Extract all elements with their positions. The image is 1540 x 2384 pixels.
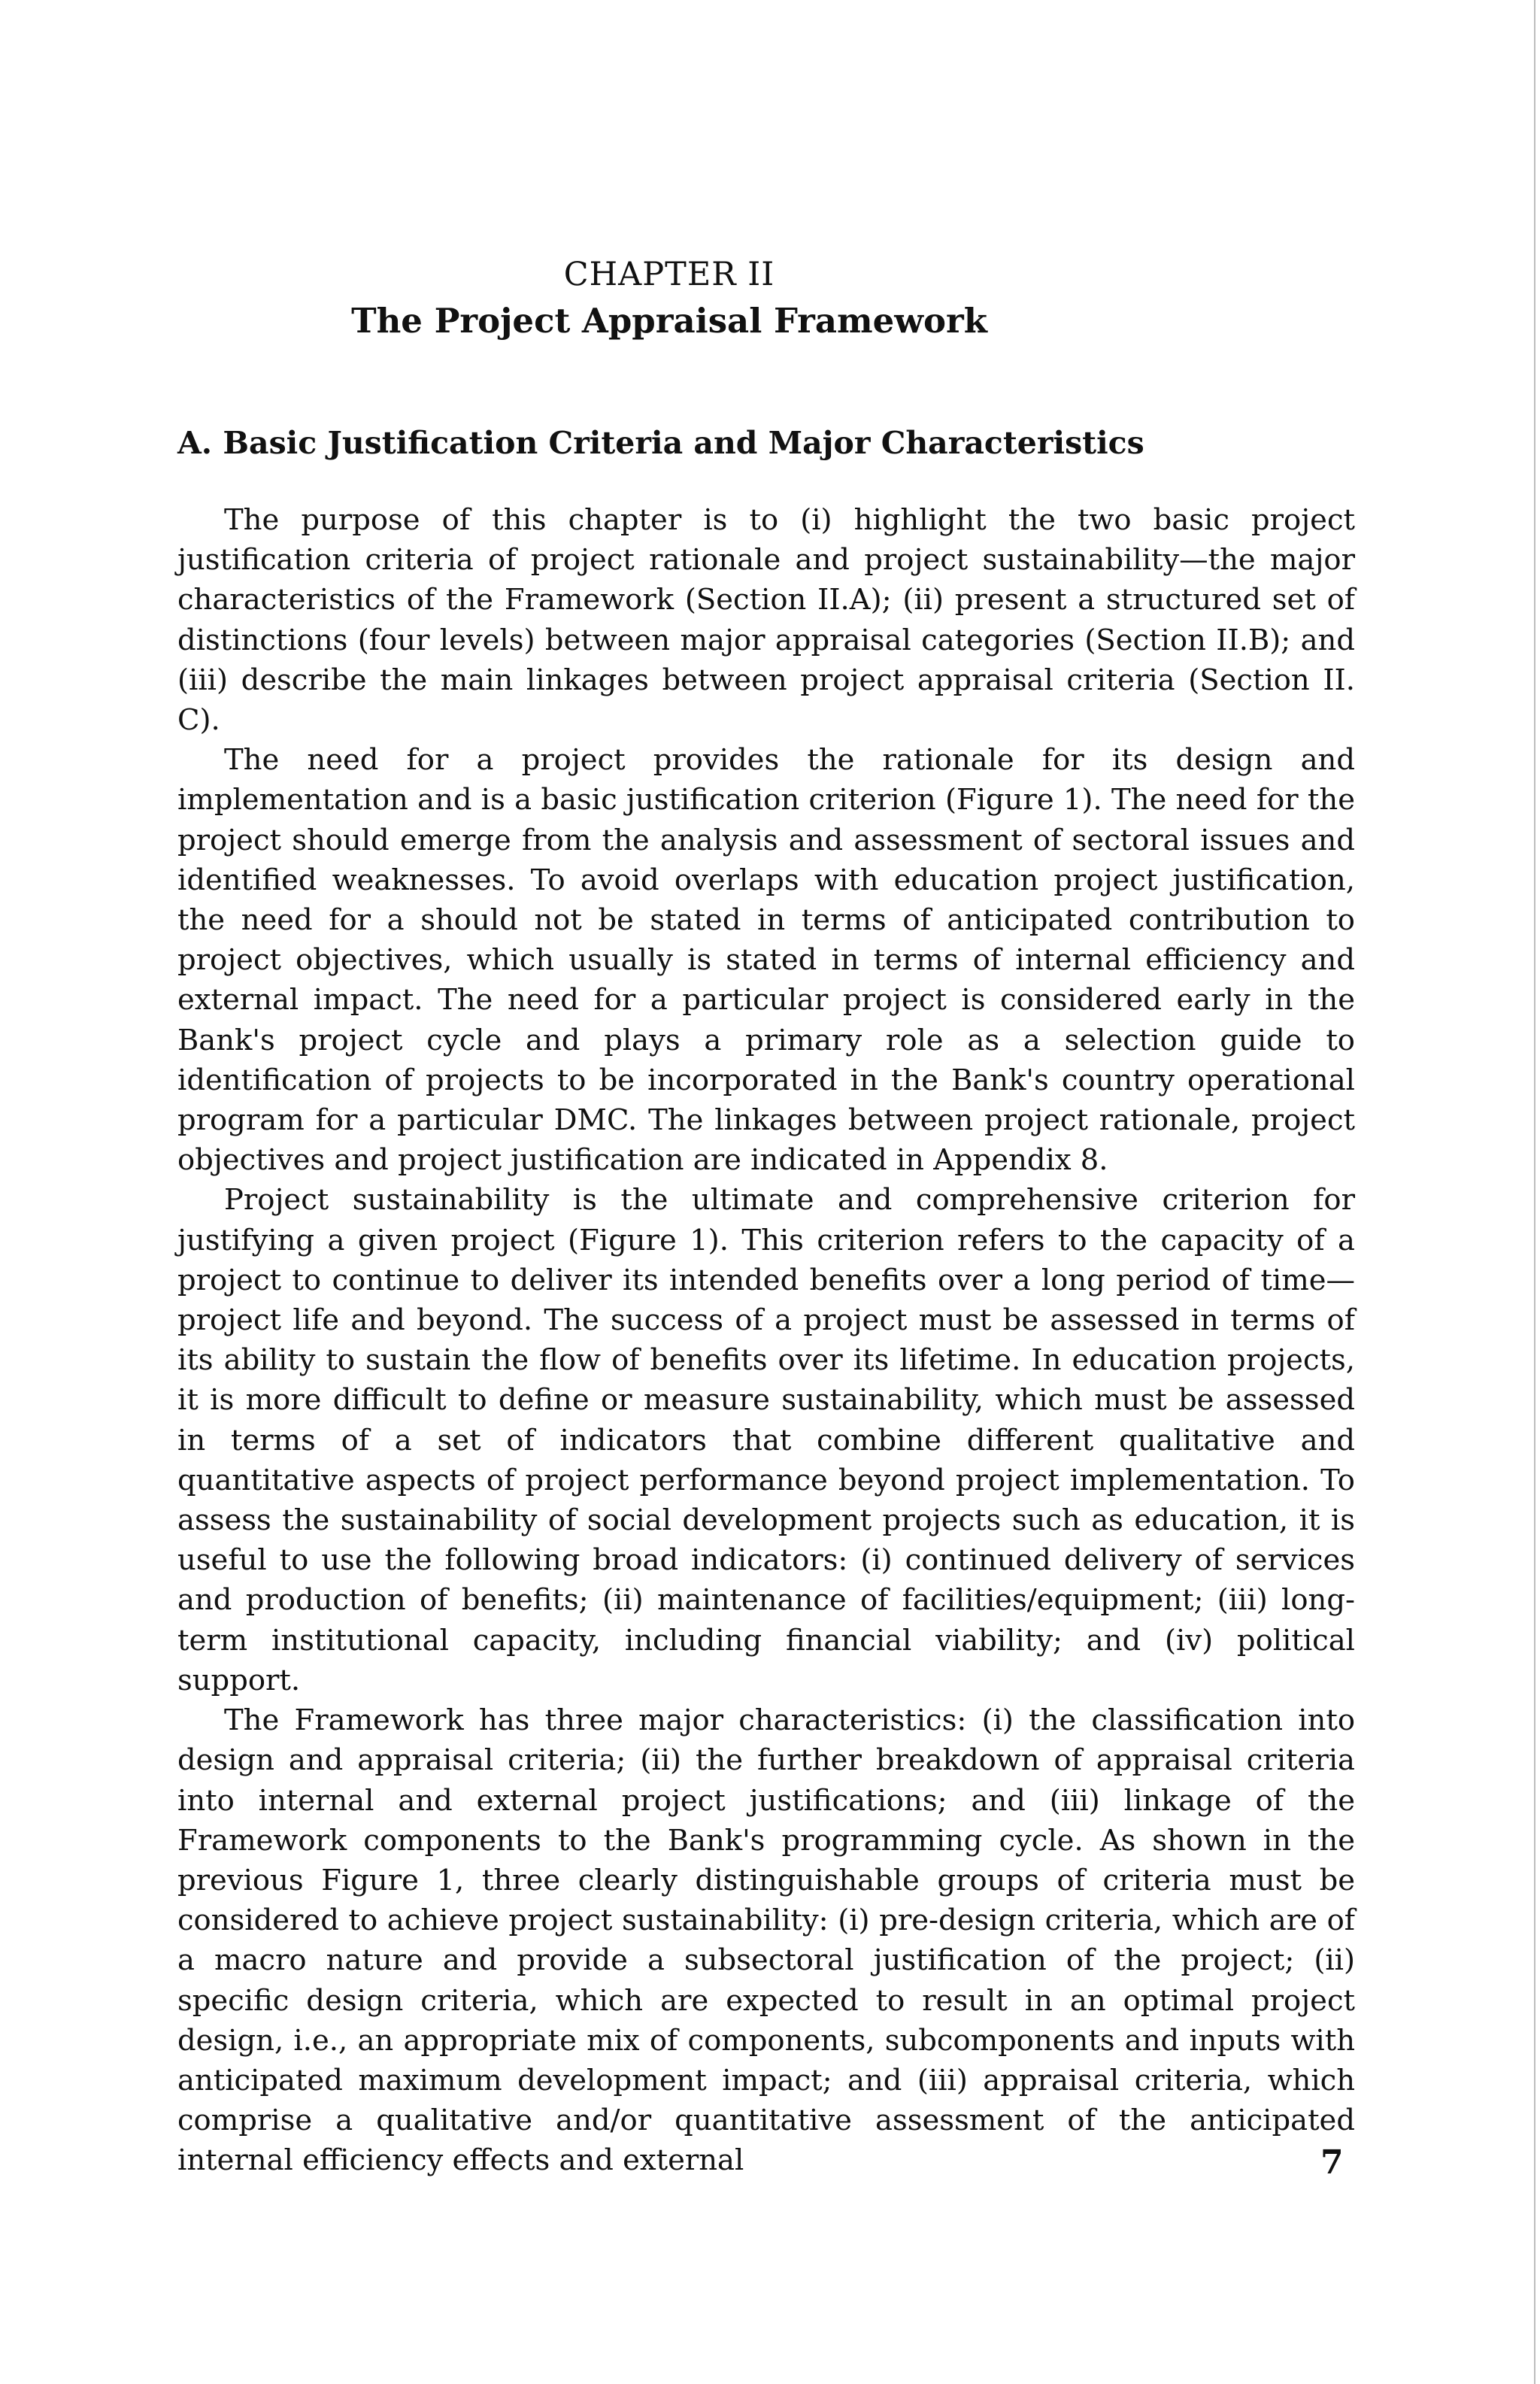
chapter-title: The Project Appraisal Framework — [351, 301, 987, 341]
page-number: 7 — [1320, 2143, 1344, 2182]
chapter-label: CHAPTER II — [563, 256, 775, 293]
section-heading: A. Basic Justification Criteria and Major Characteristics — [177, 425, 1144, 461]
paragraph-project-need: The need for a project provides the rationale for its design and implementation and is a basic justification criterion (Figure 1). The need for the project should emerge from the analysis and assessment of sectoral issues and identified weaknesses. To avoid overlaps with education project justification, the need for a should not be stated in terms of anticipated contribution to project objectives, which usually is stated in terms of internal efficiency and external impact. The need for a particular project is considered early in the Bank's project cycle and plays a primary role as a selection guide to identification of projects to be incorporated in the Bank's country operational program for a particular DMC. The linkages between project rationale, project objectives and project justification are indicated in Appendix 8. — [177, 743, 1355, 1178]
paragraph-framework-characteristics: The Framework has three major characteristics: (i) the classification into design and appraisal criteria; (ii) the further breakdown of appraisal criteria into internal and external project justifications; and (iii) linkage of the Framework components to the Bank's programming cycle. As shown in the previous Figure 1, three clearly distinguishable groups of criteria must be considered to achieve project sustainability: (i) pre-design criteria, which are of a macro nature and provide a subsectoral justification of the project; (ii) specific design criteria, which are expected to result in an optimal project design, i.e., an appropriate mix of components, subcomponents and inputs with anticipated maximum development impact; and (iii) appraisal criteria, which comprise a qualitative and/or quantitative assessment of the anticipated internal efficiency effects and external — [177, 1703, 1355, 2178]
page-edge-divider — [1534, 0, 1535, 2384]
paragraph-purpose: The purpose of this chapter is to (i) highlight the two basic project justification criteria of project rationale and project sustainability—the major characteristics of the Framework (Section II.A); (ii) present a structured set of distinctions (four levels) between major appraisal categories (Section II.B); and (iii) describe the main linkages between project appraisal criteria (Section II. C). — [177, 503, 1355, 738]
body-text — [177, 500, 1355, 2181]
paragraph-sustainability: Project sustainability is the ultimate and comprehensive criterion for justifying a given project (Figure 1). This criterion refers to the capacity of a project to continue to deliver its intended benefits over a long period of time—project life and beyond. The success of a project must be assessed in terms of its ability to sustain the flow of benefits over its lifetime. In education projects, it is more difficult to define or measure sustainability, which must be assessed in terms of a set of indicators that combine different qualitative and quantitative aspects of project performance beyond project implementation. To assess the sustainability of social development projects such as education, it is useful to use the following broad indicators: (i) continued delivery of services and production of benefits; (ii) maintenance of facilities/equipment; (iii) long-term institutional capacity, including financial viability; and (iv) political support. — [177, 1183, 1355, 1697]
